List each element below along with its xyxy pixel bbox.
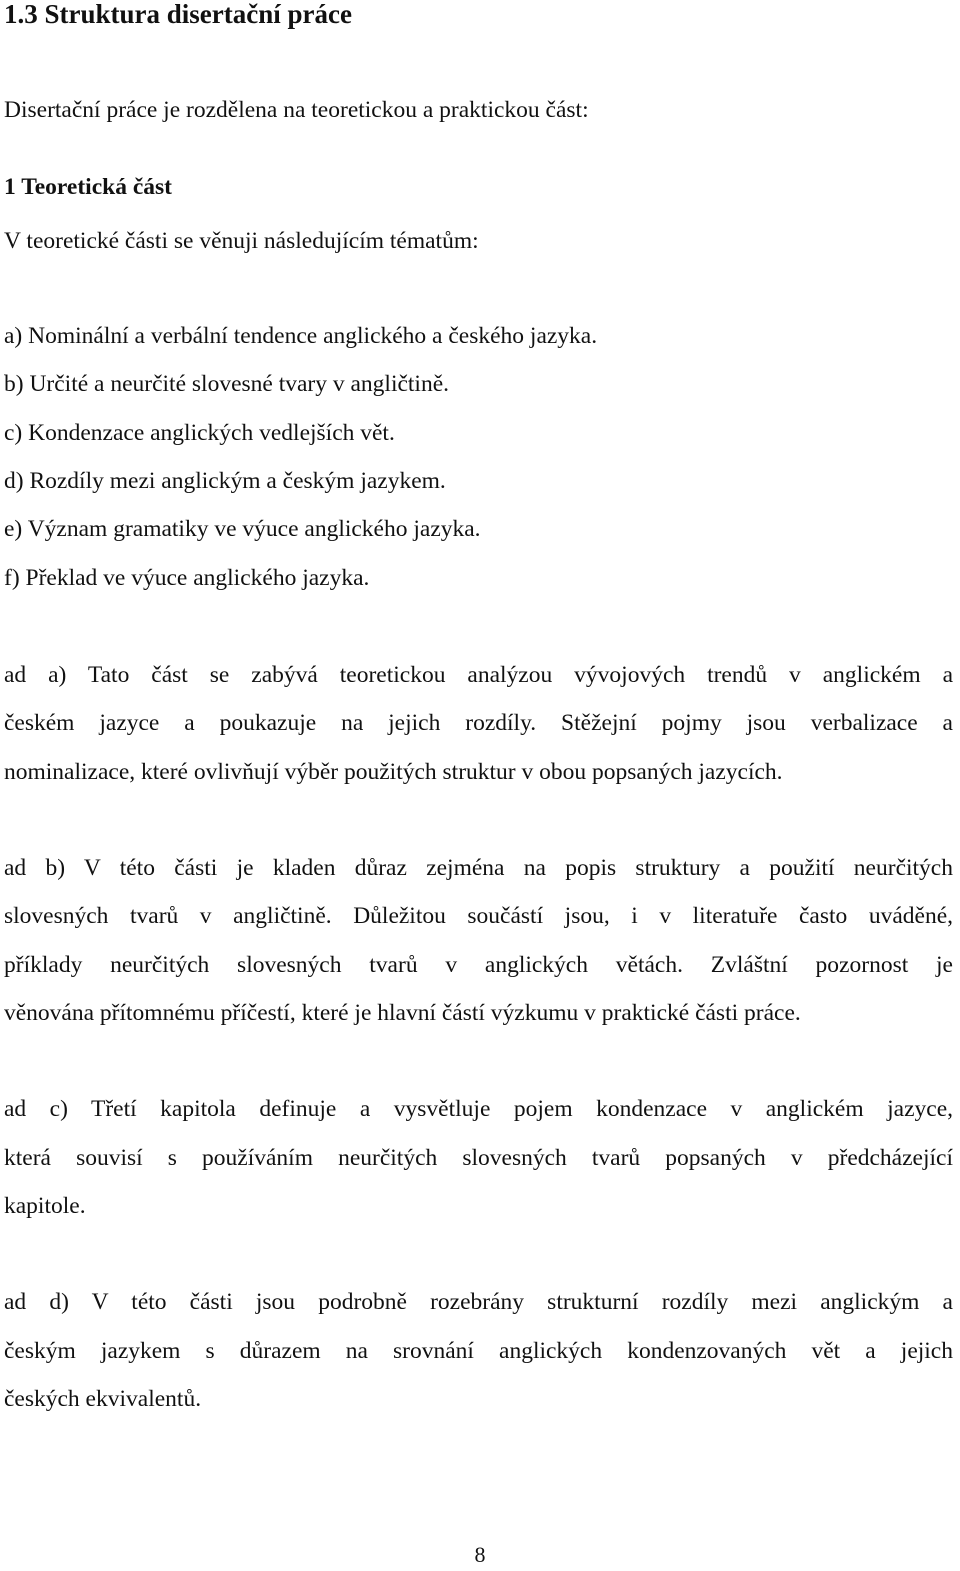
paragraph-line: českém jazyce a poukazuje na jejich rozdíly. Stěžejní pojmy jsou verbalizace a	[4, 710, 953, 736]
page-number: 8	[474, 1542, 486, 1567]
part-intro: V teoretické části se věnuji následujícím tématům:	[4, 228, 479, 254]
paragraph-line: která souvisí s používáním neurčitých slovesných tvarů popsaných v předcházející	[4, 1145, 953, 1171]
intro-text: Disertační práce je rozdělena na teoretickou a praktickou část:	[4, 97, 589, 123]
paragraph-line: českým jazykem s důrazem na srovnání anglických kondenzovaných vět a jejich	[4, 1338, 953, 1364]
section-title: 1.3 Struktura disertační práce	[4, 0, 352, 29]
paragraph-line: slovesných tvarů v angličtině. Důležitou součástí jsou, i v literatuře často uváděné,	[4, 903, 953, 929]
topic-item-e: e) Význam gramatiky ve výuce anglického jazyka.	[4, 516, 481, 542]
topic-item-d: d) Rozdíly mezi anglickým a českým jazykem.	[4, 468, 446, 494]
topic-item-c: c) Kondenzace anglických vedlejších vět.	[4, 420, 395, 446]
paragraph-line: příklady neurčitých slovesných tvarů v anglických větách. Zvláštní pozornost je	[4, 952, 953, 978]
paragraph-line: ad a) Tato část se zabývá teoretickou analýzou vývojových trendů v anglickém a	[4, 662, 953, 688]
paragraph-line: ad c) Třetí kapitola definuje a vysvětluje pojem kondenzace v anglickém jazyce,	[4, 1096, 953, 1122]
paragraph-line: ad b) V této části je kladen důraz zejména na popis struktury a použití neurčitých	[4, 855, 953, 881]
paragraph-line: ad d) V této části jsou podrobně rozebrány strukturní rozdíly mezi anglickým a	[4, 1289, 953, 1315]
paragraph-line: nominalizace, které ovlivňují výběr použitých struktur v obou popsaných jazycích.	[4, 759, 783, 785]
paragraph-line: kapitole.	[4, 1193, 86, 1219]
topic-item-a: a) Nominální a verbální tendence anglického a českého jazyka.	[4, 323, 598, 349]
topic-item-b: b) Určité a neurčité slovesné tvary v angličtině.	[4, 371, 450, 397]
paragraph-line: věnována přítomnému příčestí, které je hlavní částí výzkumu v praktické části práce.	[4, 1000, 801, 1026]
part-heading: 1 Teoretická část	[4, 174, 172, 200]
paragraph-line: českých ekvivalentů.	[4, 1386, 202, 1412]
topic-item-f: f) Překlad ve výuce anglického jazyka.	[4, 565, 370, 591]
